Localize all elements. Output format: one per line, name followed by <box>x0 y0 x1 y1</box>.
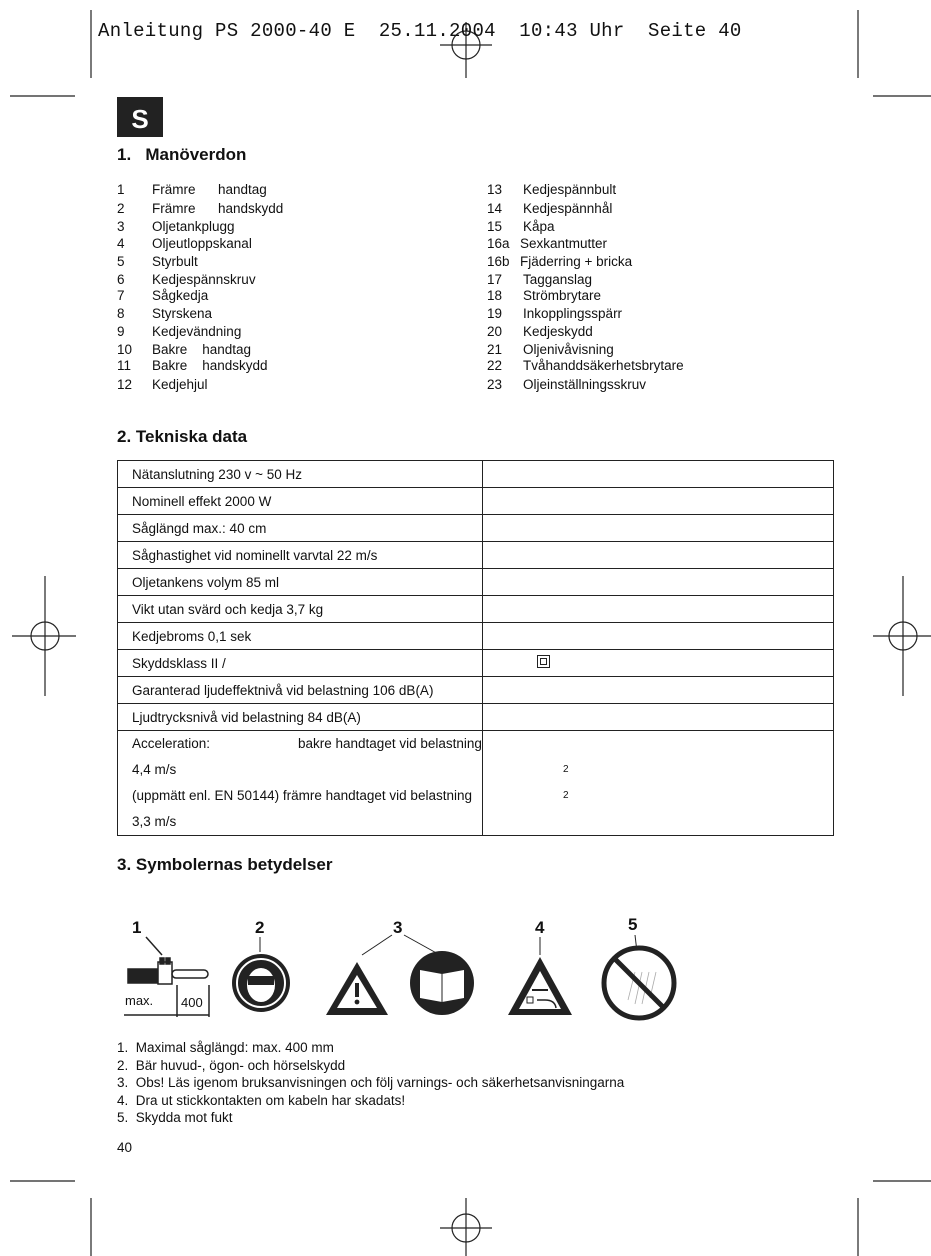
symbol-number: 2 <box>255 918 265 937</box>
part-name: Kåpa <box>523 219 555 234</box>
spec-cell: Nätanslutning 230 v ~ 50 Hz <box>118 461 483 488</box>
accel-label: Acceleration: <box>132 736 211 751</box>
part-number: 20 <box>487 324 503 339</box>
part-name: Strömbrytare <box>523 288 602 303</box>
part-number: 23 <box>487 377 503 392</box>
part-name: Kedjevändning <box>152 324 242 339</box>
part-number: 5 <box>117 254 125 269</box>
section-title-technical-data: 2. Tekniska data <box>117 427 248 446</box>
part-name: Kedjespännbult <box>523 182 617 197</box>
spec-cell: Garanterad ljudeffektnivå vid belastning 106 dB(A) <box>118 677 483 704</box>
page-number: 40 <box>117 1140 133 1155</box>
part-number: 7 <box>117 288 125 303</box>
part-number: 18 <box>487 288 503 303</box>
spec-cell: Nominell effekt 2000 W <box>118 488 483 515</box>
spec-cell: Kedjebroms 0,1 sek <box>118 623 483 650</box>
part-name: Främre handtag <box>152 182 267 197</box>
length-label: 400 <box>181 995 203 1010</box>
spec-cell: Vikt utan svärd och kedja 3,7 kg <box>118 596 483 623</box>
part-number: 16b <box>487 254 510 269</box>
accel-front: främre handtaget vid belastning 3,3 m/s <box>132 788 472 829</box>
symbol-number: 3 <box>393 918 403 937</box>
part-name: Sågkedja <box>152 288 209 303</box>
head-eye-ear-protection-icon <box>232 937 290 1012</box>
section-title-symbols: 3. Symbolernas betydelser <box>117 855 333 874</box>
part-name: Kedjespännhål <box>523 201 613 216</box>
exponent: 2 <box>563 764 569 775</box>
exponent: 2 <box>563 790 569 801</box>
part-name: Tagganslag <box>523 272 593 287</box>
part-name: Bakre handtag <box>152 342 252 357</box>
part-name: Tvåhanddsäkerhetsbrytare <box>523 358 684 373</box>
legend-item: 3. Obs! Läs igenom bruksanvisningen och följ varnings- och säkerhetsanvisningarna <box>117 1075 625 1090</box>
legend-item: 5. Skydda mot fukt <box>117 1110 233 1125</box>
part-name: Bakre handskydd <box>152 358 268 373</box>
part-name: Fjäderring + bricka <box>520 254 633 269</box>
symbol-number: 5 <box>628 915 638 934</box>
part-number: 14 <box>487 201 503 216</box>
language-badge: S <box>117 97 163 137</box>
print-header: Anleitung PS 2000-40 E 25.11.2004 10:43 Uhr Seite 40 <box>98 20 742 42</box>
read-manual-icon <box>410 951 474 1015</box>
part-number: 15 <box>487 219 503 234</box>
max-label: max. <box>125 993 154 1008</box>
part-name: Sexkantmutter <box>520 236 608 251</box>
part-name: Styrbult <box>152 254 198 269</box>
legend-item: 2. Bär huvud-, ögon- och hörselskydd <box>117 1057 346 1073</box>
unplug-if-damaged-icon <box>508 937 572 1015</box>
part-name: Kedjehjul <box>152 377 208 392</box>
part-number: 11 <box>117 358 132 373</box>
part-name: Inkopplingsspärr <box>523 306 623 321</box>
part-number: 21 <box>487 342 503 357</box>
part-name: Oljeutloppskanal <box>152 236 252 251</box>
part-name: Styrskena <box>152 306 213 321</box>
spec-cell: Såglängd max.: 40 cm <box>118 515 483 542</box>
part-number: 22 <box>487 358 503 373</box>
symbol-number: 4 <box>535 918 545 937</box>
part-number: 1 <box>117 182 125 197</box>
part-number: 3 <box>117 219 125 234</box>
part-number: 19 <box>487 306 503 321</box>
part-number: 8 <box>117 306 125 321</box>
part-number: 16a <box>487 236 510 251</box>
part-name: Oljetankplugg <box>152 219 235 234</box>
legend-item: 4. Dra ut stickkontakten om kabeln har skadats! <box>117 1092 406 1108</box>
legend-item: 1. Maximal såglängd: max. 400 mm <box>117 1040 334 1055</box>
spec-cell: Såghastighet vid nominellt varvtal 22 m/s <box>118 542 483 569</box>
part-number: 13 <box>487 182 503 197</box>
part-number: 17 <box>487 272 503 287</box>
part-number: 4 <box>117 236 125 251</box>
part-name: Kedjeskydd <box>523 324 593 339</box>
spec-cell: Skyddsklass II / <box>118 650 483 677</box>
part-number: 6 <box>117 272 125 287</box>
part-name: Kedjespännskruv <box>152 272 256 287</box>
spec-cell: Ljudtrycksnivå vid belastning 84 dB(A) <box>118 704 483 731</box>
part-number: 9 <box>117 324 125 339</box>
symbol-number: 1 <box>132 918 142 937</box>
accel-standard: (uppmätt enl. EN 50144) <box>132 788 280 803</box>
part-name: Oljenivåvisning <box>523 342 614 357</box>
accel-rear: bakre handtaget vid belastning 4,4 m/s <box>132 736 482 777</box>
protect-from-moisture-icon <box>604 935 674 1018</box>
part-number: 10 <box>117 342 133 357</box>
part-number: 12 <box>117 377 133 392</box>
part-name: Främre handskydd <box>152 201 284 216</box>
section-title-controls: 1. Manöverdon <box>117 145 247 164</box>
spec-cell: Oljetankens volym 85 ml <box>118 569 483 596</box>
part-number: 2 <box>117 201 125 216</box>
part-name: Oljeinställningsskruv <box>523 377 647 392</box>
